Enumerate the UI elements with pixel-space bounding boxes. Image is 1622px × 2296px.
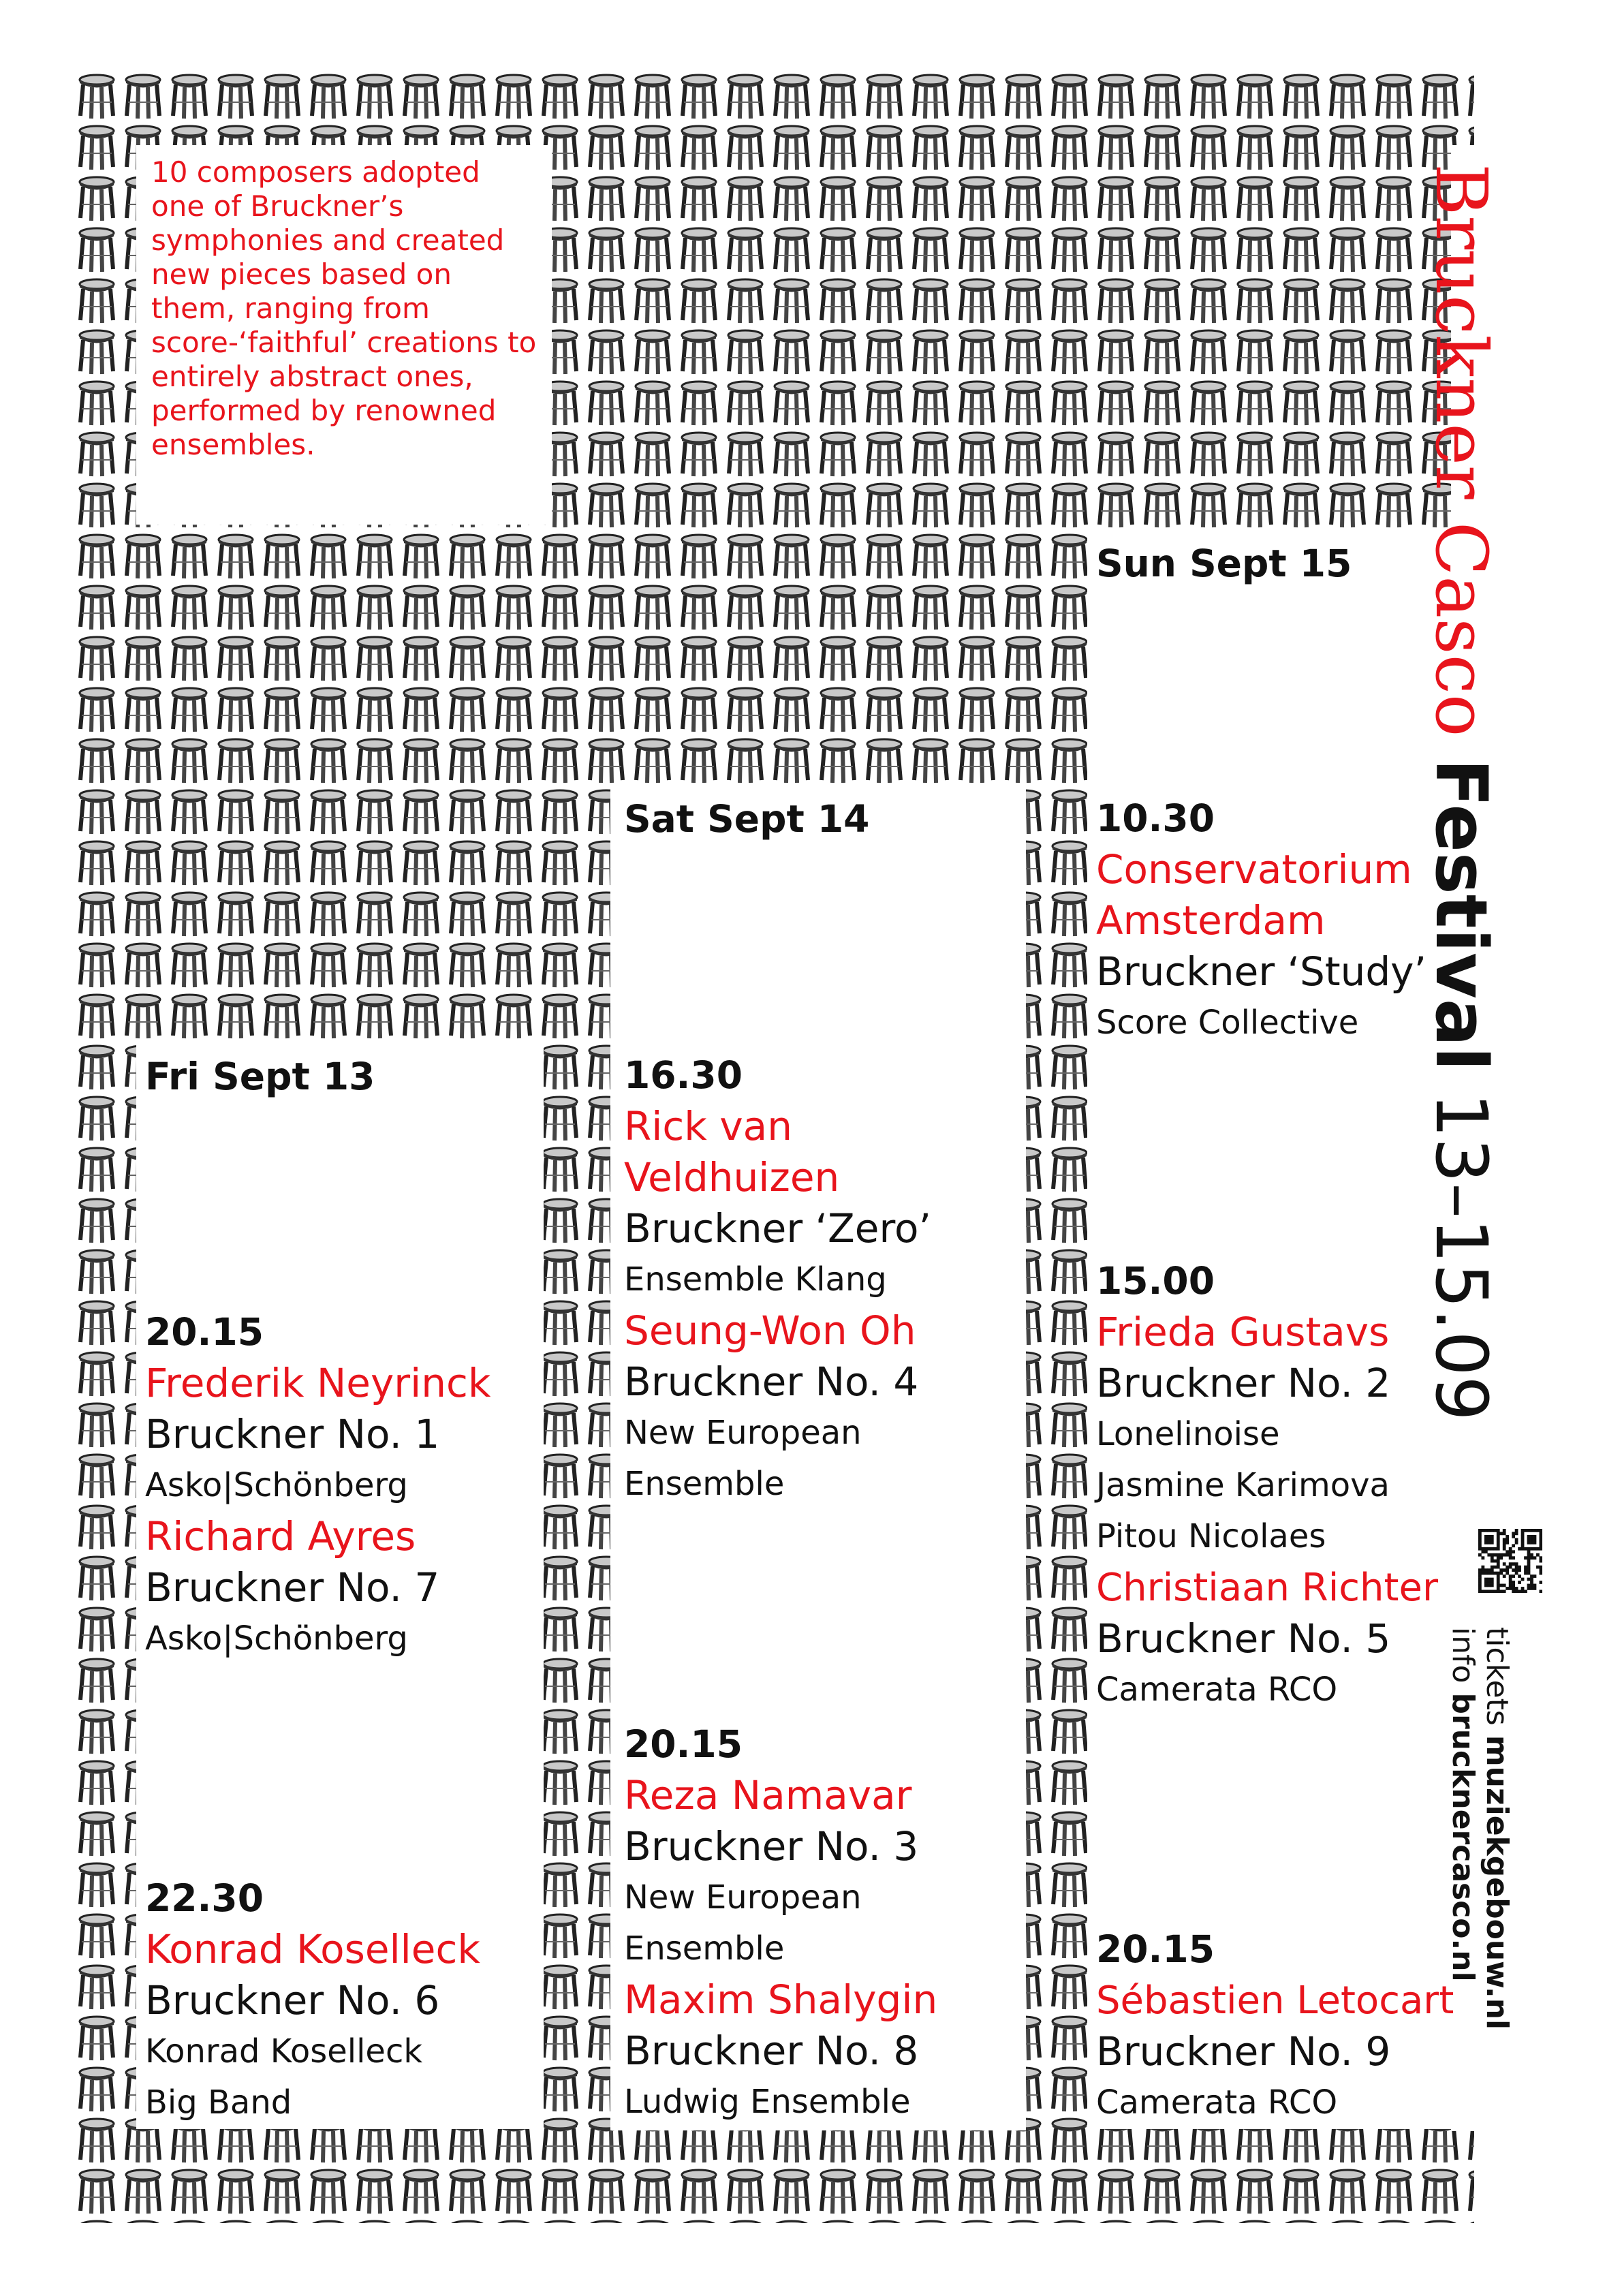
composer-name: Seung-Won Oh <box>624 1307 916 1354</box>
qr-code-icon <box>1478 1529 1542 1593</box>
composer-name: Sébastien Letocart <box>1096 1979 1454 2023</box>
work-title: Bruckner No. 6 <box>145 1977 440 2023</box>
work-title: Bruckner No. 3 <box>624 1823 919 1870</box>
event-time: 15.00 <box>1096 1259 1215 1303</box>
performer: New European <box>624 1878 862 1917</box>
work-title: Bruckner No. 7 <box>145 1564 440 1611</box>
performer: Jasmine Karimova <box>1096 1466 1390 1504</box>
composer-name: Frederik Neyrinck <box>145 1360 491 1406</box>
event-fri-2230 <box>145 1873 595 2128</box>
event-time: 10.30 <box>1096 796 1215 840</box>
work-title: Bruckner No. 8 <box>624 2028 919 2074</box>
performer: New European <box>624 1414 862 1452</box>
composer-name: Maxim Shalygin <box>624 1976 938 2023</box>
performer: Camerata RCO <box>1096 1671 1338 1709</box>
performer: Ludwig Ensemble <box>624 2083 911 2121</box>
event-time: 20.15 <box>1096 1927 1215 1971</box>
event-sat-1630 <box>624 1050 1074 1510</box>
work-title: Bruckner No. 5 <box>1096 1615 1391 1662</box>
work-title: Bruckner No. 9 <box>1096 2028 1391 2075</box>
performer: Pitou Nicolaes <box>1096 1517 1326 1555</box>
performer: Asko|Schönberg <box>145 1619 408 1658</box>
work-title: Bruckner ‘Study’ <box>1096 948 1426 995</box>
performer: Asko|Schönberg <box>145 1466 408 1504</box>
intro-text: 10 composers adopted one of Bruckner’s symphonies and created new pieces based on them, ranging from score-‘faithful’ creations to entirely abstract ones, performed by renowned ensembles. <box>151 155 537 461</box>
work-title: Bruckner No. 4 <box>624 1359 919 1405</box>
event-time: 20.15 <box>145 1310 264 1354</box>
tickets-link[interactable]: muziekgebouw.nl <box>1480 1735 1514 2030</box>
info-link[interactable]: brucknercasco.nl <box>1446 1692 1480 1982</box>
event-time: 20.15 <box>624 1722 743 1766</box>
day-header-fri: Fri Sept 13 <box>145 1055 375 1098</box>
performer: Lonelinoise <box>1096 1415 1280 1453</box>
work-title: Bruckner No. 1 <box>145 1411 440 1457</box>
day-header-sat: Sat Sept 14 <box>624 797 870 841</box>
event-sat-2015 <box>624 1719 1074 2128</box>
performer: Konrad Koselleck <box>145 2032 423 2070</box>
performer: Big Band <box>145 2083 292 2122</box>
event-time: 16.30 <box>624 1053 743 1097</box>
composer-name: Rick van Veldhuizen <box>624 1103 840 1200</box>
title-dates: 13–15.09 <box>1420 1092 1503 1421</box>
composer-name: Conservatorium Amsterdam <box>1096 846 1412 944</box>
composer-name: Reza Namavar <box>624 1772 912 1818</box>
work-title: Bruckner ‘Zero’ <box>624 1205 931 1252</box>
day-header-sun: Sun Sept 15 <box>1096 542 1352 585</box>
composer-name: Konrad Koselleck <box>145 1926 480 1972</box>
title-festival: Festival <box>1420 758 1503 1071</box>
event-time: 22.30 <box>145 1876 264 1920</box>
composer-name: Richard Ayres <box>145 1513 416 1560</box>
composer-name: Frieda Gustavs <box>1096 1309 1390 1355</box>
event-fri-2015 <box>145 1307 595 1664</box>
performer: Ensemble <box>624 1929 785 1968</box>
performer: Camerata RCO <box>1096 2083 1338 2122</box>
tickets-label: tickets <box>1480 1627 1514 1726</box>
info-label: info <box>1446 1627 1480 1684</box>
performer: Ensemble <box>624 1465 785 1503</box>
work-title: Bruckner No. 2 <box>1096 1360 1391 1406</box>
performer: Ensemble Klang <box>624 1260 887 1299</box>
composer-name: Christiaan Richter <box>1096 1566 1438 1610</box>
performer: Score Collective <box>1096 1004 1359 1042</box>
title-bruckner-casco: Bruckner Casco <box>1420 164 1503 737</box>
